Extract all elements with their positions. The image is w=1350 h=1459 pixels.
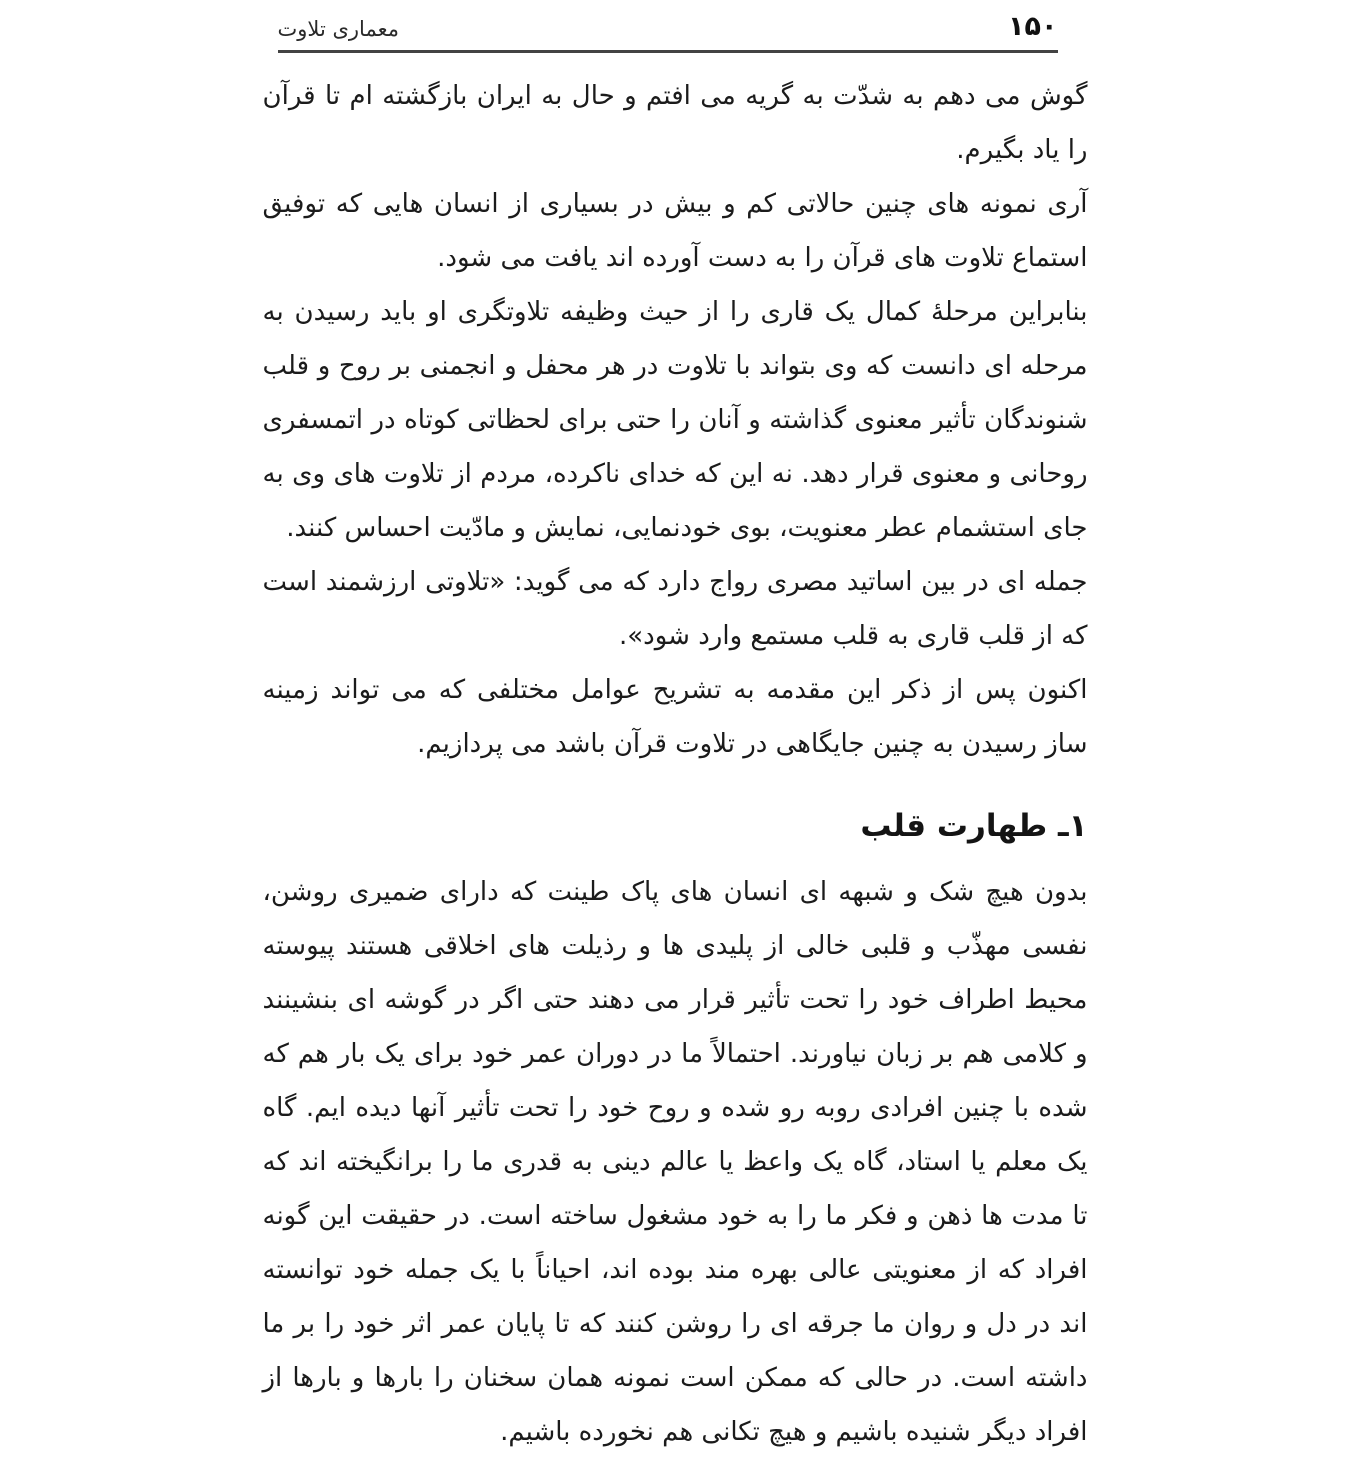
- page-body: [263, 69, 1088, 1459]
- paragraph-3: بنابراین مرحلۀ کمال یک قاری را از حیث وظیفه تلاوتگری او باید رسیدن به مرحله ای دانست که وی بتواند با تلاوت در هر محفل و انجمنی بر روح و قلب شنوندگان تأثیر معنوی گذاشته و آنان را حتی برای لحظاتی کوتاه در اتمسفری روحانی و معنوی قرار دهد. نه این که خدای ناکرده، مردم از تلاوت های وی به جای استشمام عطر معنویت، بوی خودنمایی، نمایش و مادّیت احساس کنند.: [262, 296, 1088, 543]
- paragraph-1: گوش می دهم به شدّت به گریه می افتم و حال به ایران بازگشته ام تا قرآن را یاد بگیرم.: [262, 80, 1088, 165]
- header-rule: [278, 50, 1058, 53]
- page-header: [278, 12, 1058, 50]
- paragraph-2: آری نمونه های چنین حالاتی کم و بیش در بسیاری از انسان هایی که توفیق استماع تلاوت های قرآن را به دست آورده اند یافت می شود.: [262, 188, 1088, 273]
- paragraph-4: جمله ای در بین اساتید مصری رواج دارد که می گوید: «تلاوتی ارزشمند است که از قلب قاری به قلب مستمع وارد شود».: [262, 566, 1088, 651]
- section-heading: ۱ـ طهارت قلب: [860, 807, 1088, 844]
- text-column: [263, 0, 1088, 1459]
- running-title: معماری تلاوت: [277, 16, 399, 41]
- page-number: ۱۵۰: [1008, 11, 1058, 42]
- section-paragraph-1: بدون هیچ شک و شبهه ای انسان های پاک طینت که دارای ضمیری روشن، نفسی مهذّب و قلبی خالی از پلیدی ها و رذیلت های اخلاقی هستند پیوسته محیط اطراف خود را تحت تأثیر قرار می دهند حتی اگر در گوشه ای بنشینند و کلامی هم بر زبان نیاورند. احتمالاً ما در دوران عمر خود برای یک بار هم که شده با چنین افرادی روبه رو شده و روح خود را تحت تأثیر آنها دیده ایم. گاه یک معلم یا استاد، گاه یک واعظ یا عالم دینی به قدری ما را برانگیخته اند که تا مدت ها ذهن و فکر ما را به خود مشغول ساخته است. در حقیقت این گونه افراد که از معنویتی عالی بهره مند بوده اند، احیاناً با یک جمله خود توانسته اند در دل و روان ما جرقه ای را روشن کنند که تا پایان عمر اثر خود را بر ما داشته است. در حالی که ممکن است نمونه همان سخنان را بارها و بارها از افراد دیگر شنیده باشیم و هیچ تکانی هم نخورده باشیم.: [262, 876, 1088, 1447]
- paragraph-5: اکنون پس از ذکر این مقدمه به تشریح عوامل مختلفی که می تواند زمینه ساز رسیدن به چنین جایگاهی در تلاوت قرآن باشد می پردازیم.: [262, 674, 1088, 759]
